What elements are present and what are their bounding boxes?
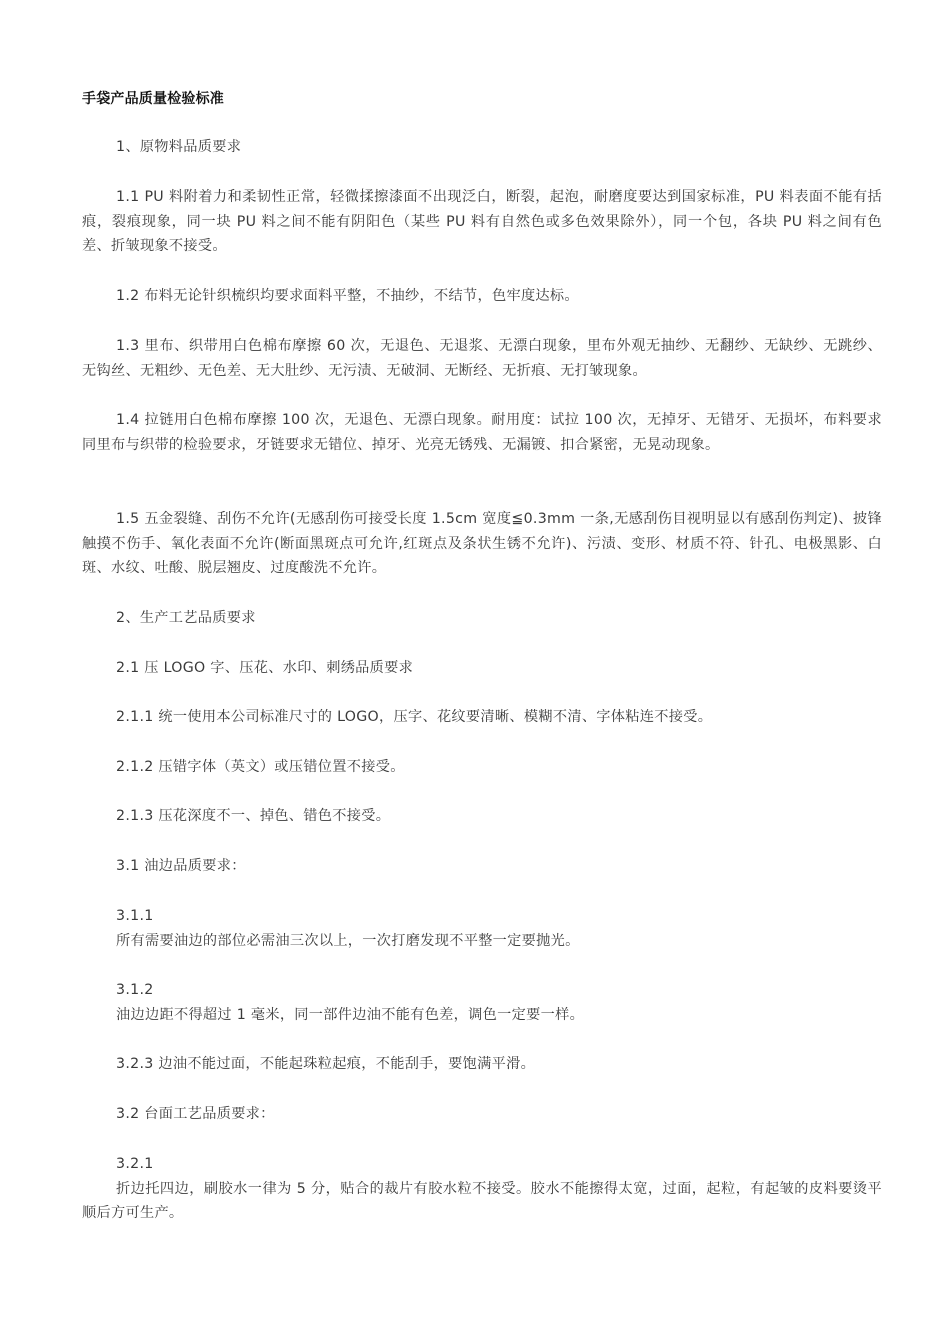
item-3-1-1-label: 3.1.1 <box>116 908 154 924</box>
item-3-2-1 <box>82 1152 882 1226</box>
paragraph-1-1: 1.1 PU 料附着力和柔韧性正常，轻微揉擦漆面不出现泛白，断裂，起泡，耐磨度要达到国家标准，PU 料表面不能有括痕，裂痕现象，同一块 PU 料之间不能有阴阳色（某些 PU 料有自然色或多色效果除外），同一个包，各块 PU 料之间有色差、折皱现象不接受。 <box>82 189 882 254</box>
paragraph-1-3: 1.3 里布、织带用白色棉布摩擦 60 次，无退色、无退浆、无漂白现象，里布外观无抽纱、无翻纱、无缺纱、无跳纱、无钩丝、无粗纱、无色差、无大肚纱、无污渍、无破洞、无断经、无折痕、无打皱现象。 <box>82 338 882 379</box>
item-3-1-1-text: 所有需要油边的部位必需油三次以上，一次打磨发现不平整一定要抛光。 <box>116 932 580 949</box>
paragraph-3-2: 3.2 台面工艺品质要求： <box>116 1106 275 1122</box>
document-page <box>82 0 882 1344</box>
paragraph-2-1-2: 2.1.2 压错字体（英文）或压错位置不接受。 <box>116 759 405 775</box>
paragraph-3-2-3: 3.2.3 边油不能过面，不能起珠粒起痕，不能刮手，要饱满平滑。 <box>116 1056 536 1072</box>
paragraph-3-1: 3.1 油边品质要求： <box>116 858 246 874</box>
item-3-1-2-text: 油边边距不得超过 1 毫米，同一部件边油不能有色差，调色一定要一样。 <box>116 1006 585 1023</box>
paragraph-1-5: 1.5 五金裂缝、刮伤不允许(无感刮伤可接受长度 1.5cm 宽度≦0.3mm 一条,无感刮伤目视明显以有感刮伤判定)、披锋触摸不伤手、氧化表面不允许(断面黑斑点可允许,红斑点及条状生锈不允许)、污渍、变形、材质不符、针孔、电极黑影、白斑、水纹、吐酸、脱层翘皮、过度酸洗不允许。 <box>82 511 882 576</box>
document-title: 手袋产品质量检验标准 <box>82 91 224 107</box>
paragraph-2-1-3: 2.1.3 压花深度不一、掉色、错色不接受。 <box>116 808 391 824</box>
section-heading-2: 2、生产工艺品质要求 <box>116 610 256 626</box>
section-heading-1: 1、原物料品质要求 <box>116 139 242 155</box>
paragraph-2-1-1: 2.1.1 统一使用本公司标准尺寸的 LOGO，压字、花纹要清晰、模糊不清、字体粘连不接受。 <box>116 709 713 725</box>
item-3-1-2-label: 3.1.2 <box>116 982 154 998</box>
paragraph-1-2: 1.2 布料无论针织梳织均要求面料平整，不抽纱，不结节，色牢度达标。 <box>116 288 579 304</box>
item-3-2-1-label: 3.2.1 <box>116 1156 154 1172</box>
paragraph-2-1: 2.1 压 LOGO 字、压花、水印、刺绣品质要求 <box>116 660 414 676</box>
paragraph-1-4: 1.4 拉链用白色棉布摩擦 100 次，无退色、无漂白现象。耐用度：试拉 100 次，无掉牙、无错牙、无损坏，布料要求同里布与织带的检验要求，牙链要求无错位、掉牙、光亮无锈残、无漏镀、扣合紧密，无晃动现象。 <box>82 412 882 453</box>
item-3-1-2 <box>82 978 882 1027</box>
item-3-2-1-text: 折边托四边，刷胶水一律为 5 分，贴合的裁片有胶水粒不接受。胶水不能擦得太宽，过面，起粒，有起皱的皮料要烫平顺后方可生产。 <box>82 1180 882 1221</box>
item-3-1-1 <box>82 904 882 953</box>
